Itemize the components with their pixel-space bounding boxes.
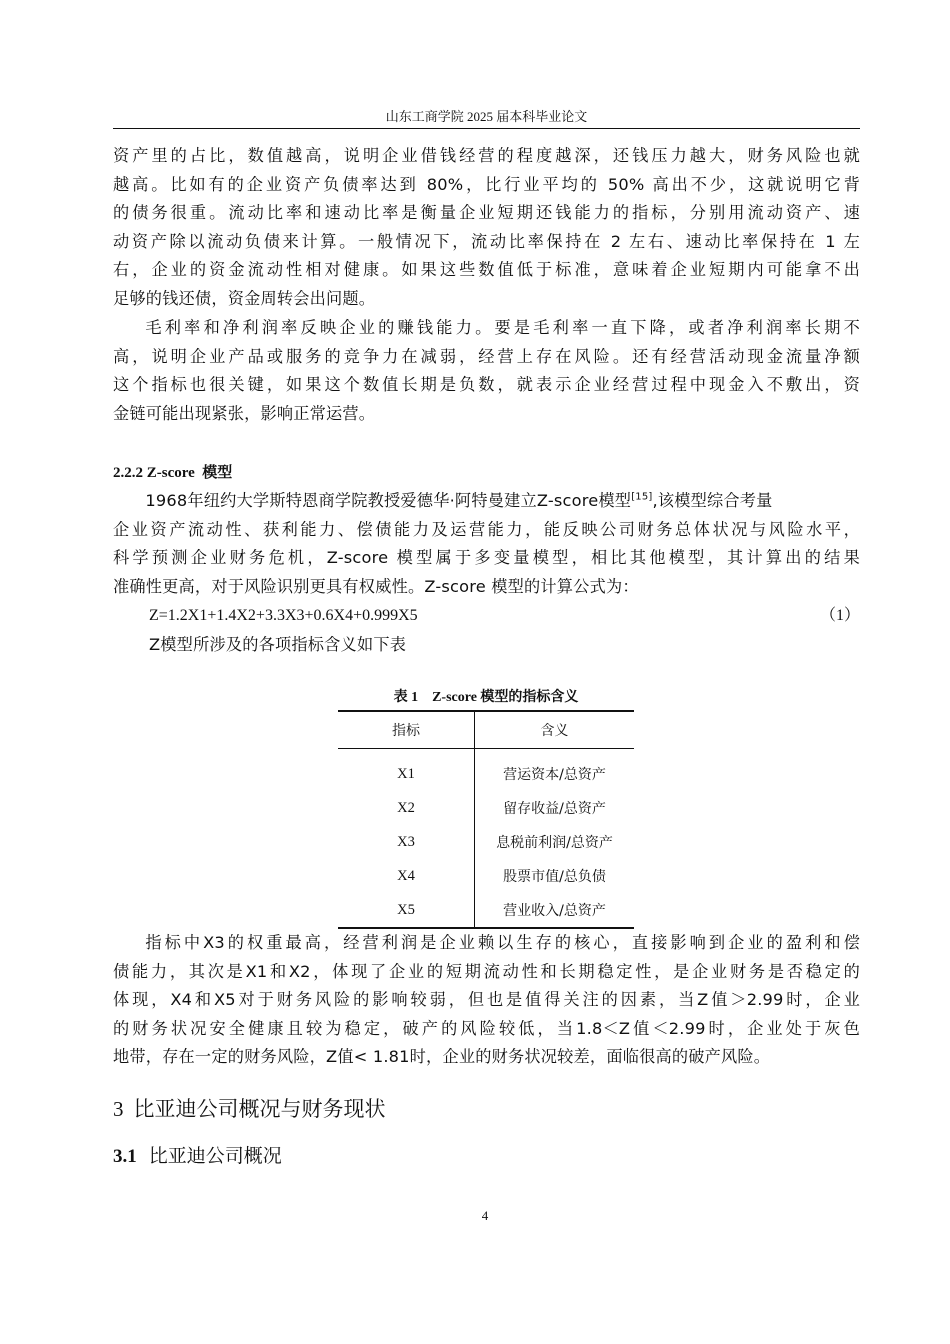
text-line: 毛利率和净利润率反映企业的赚钱能力。要是毛利率一直下降，或者净利润率长期不 [145, 318, 860, 337]
text-line: 高，说明企业产品或服务的竞争力在减弱，经营上存在风险。还有经营活动现金流量净额 [113, 346, 860, 366]
zscore-formula: Z=1.2X1+1.4X2+3.3X3+0.6X4+0.999X5 [149, 607, 418, 624]
paragraph-ratios [113, 142, 860, 314]
text-line: 资产里的占比，数值越高，说明企业借钱经营的程度越深，还钱压力越大，财务风险也就 [113, 146, 860, 165]
text-line: 越高。比如有的企业资产负债率达到 80%，比行业平均的 50% 高出不少，这就说明它背 [113, 174, 860, 194]
text-line: 体现，X4和X5对于财务风险的影响较弱，但也是值得关注的因素，当Z值＞2.99时，企业 [113, 990, 860, 1010]
cell-meaning: 留存收益/总资产 [503, 801, 606, 817]
subsection-heading-2-2-2 [113, 458, 860, 488]
cell-indicator: X5 [338, 893, 475, 928]
subsection-title: 模型 [202, 463, 233, 481]
table-row [338, 825, 634, 859]
paragraph-zscore-interpretation [113, 929, 860, 1072]
text-line: 指标中X3的权重最高，经营利润是企业赖以生存的核心，直接影响到企业的盈利和偿 [145, 933, 860, 952]
section-title: 比亚迪公司概况与财务现状 [133, 1097, 386, 1121]
text-line: 这个指标也很关键，如果这个数值长期是负数，就表示企业经营过程中现金入不敷出，资 [113, 375, 860, 395]
table-1 [338, 686, 634, 929]
section-title: 比亚迪公司概况 [148, 1145, 282, 1167]
table-intro [113, 631, 860, 660]
cell-meaning: 股票市值/总负债 [503, 869, 606, 885]
table-row [338, 893, 634, 928]
section-number: 3 [113, 1097, 124, 1121]
paragraph-profitability [113, 314, 860, 428]
text-line: 足够的钱还债，资金周转会出问题。 [113, 288, 376, 308]
table-header-row [338, 711, 634, 749]
text-line: 债能力，其次是X1和X2，体现了企业的短期流动性和长期稳定性，是企业财务是否稳定的 [113, 961, 860, 981]
page-number: 4 [481, 1208, 489, 1223]
cell-meaning: 营业收入/总资产 [503, 903, 606, 919]
cell-meaning: 息税前利润/总资产 [496, 835, 613, 851]
table-caption: 表 1 Z-score 模型的指标含义 [393, 690, 579, 705]
cell-indicator: X3 [338, 825, 475, 859]
text-line: 动资产除以流动负债来计算。一般情况下，流动比率保持在 2 左右、速动比率保持在 1 左 [113, 231, 860, 251]
formula-block [113, 602, 860, 631]
section-heading-3-1 [113, 1141, 282, 1172]
citation-ref: [15] [631, 491, 653, 503]
cell-indicator: X2 [338, 791, 475, 825]
table-row [338, 859, 634, 893]
text-line [113, 487, 860, 516]
table-row [338, 791, 634, 825]
section-number: 3.1 [113, 1146, 137, 1167]
text-line: 准确性更高，对于风险识别更具有权威性。Z-score 模型的计算公式为： [113, 576, 639, 596]
text-line: 金链可能出现紧张，影响正常运营。 [113, 403, 376, 423]
text-line: 右，企业的资金流动性相对健康。如果这些数值低于标准，意味着企业短期内可能拿不出 [113, 260, 860, 280]
indicator-table [338, 710, 634, 929]
equation-number: （1） [819, 607, 860, 624]
table-intro-text: Z模型所涉及的各项指标含义如下表 [149, 635, 407, 654]
cell-indicator: X1 [338, 749, 475, 792]
cell-meaning: 营运资本/总资产 [503, 767, 606, 783]
text-line: 的财务状况安全健康且较为稳定，破产的风险较低，当1.8＜Z值＜2.99时，企业处于灰色 [113, 1018, 860, 1038]
text-line: 企业资产流动性、获利能力、偿债能力及运营能力，能反映公司财务总体状况与风险水平， [113, 519, 860, 539]
section-heading-3 [113, 1094, 386, 1124]
text-line: 地带，存在一定的财务风险，Z值< 1.81时，企业的财务状况较差，面临很高的破产风险。 [113, 1047, 771, 1067]
column-header-meaning: 含义 [475, 711, 635, 749]
cell-indicator: X4 [338, 859, 475, 893]
text-segment: 1968年纽约大学斯特恩商学院教授爱德华·阿特曼建立Z-score模型 [145, 491, 632, 510]
text-line: 科学预测企业财务危机，Z-score 模型属于多变量模型，相比其他模型，其计算出的结果 [113, 548, 860, 568]
table-row [338, 749, 634, 792]
running-header: 山东工商学院 2025 届本科毕业论文 [385, 109, 588, 124]
column-header-indicator: 指标 [338, 711, 475, 749]
paragraph-zscore-intro [113, 487, 860, 601]
text-line: 的债务很重。流动比率和速动比率是衡量企业短期还钱能力的指标，分别用流动资产、速 [113, 203, 860, 223]
subsection-number: 2.2.2 Z-score [113, 465, 195, 481]
header-rule [113, 128, 860, 129]
text-segment: ,该模型综合考量 [652, 491, 773, 510]
